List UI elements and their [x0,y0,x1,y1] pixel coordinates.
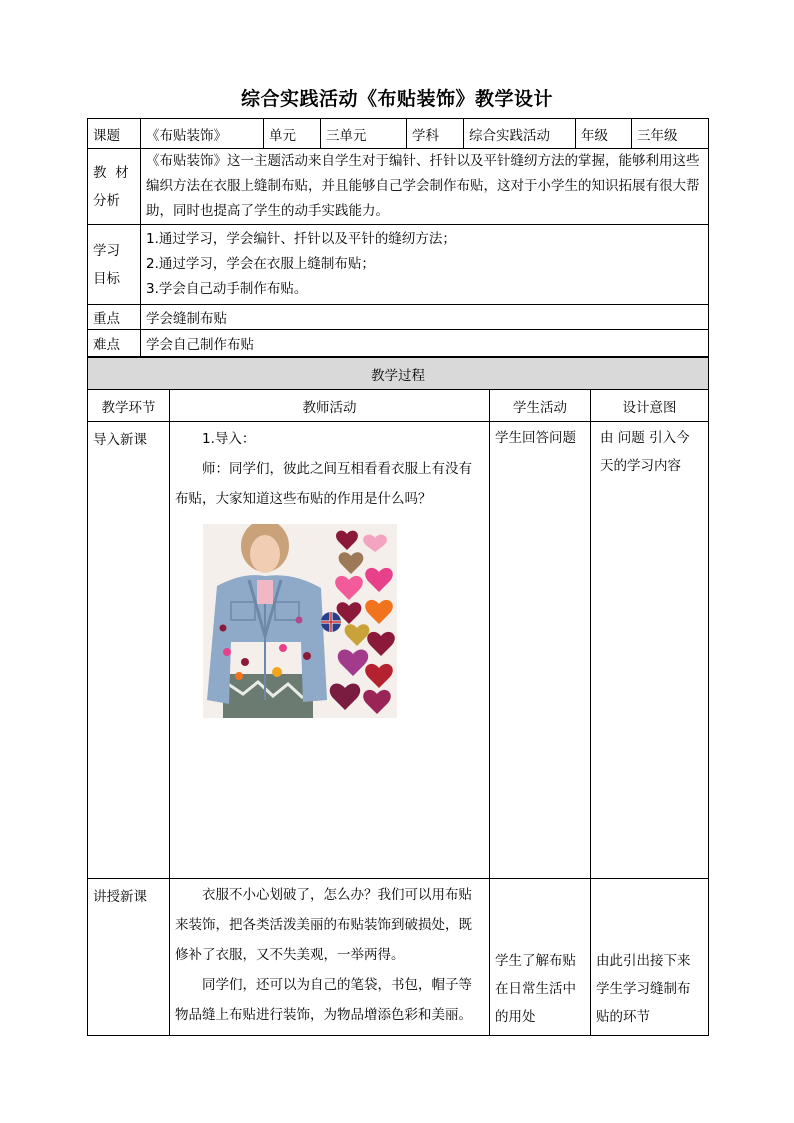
col-teacher-header: 教师活动 [170,390,490,422]
analysis-label-line1: 教 材 [93,164,129,181]
teacher-paragraph: 1.导入： [202,431,256,447]
teacher-activity-intro [170,422,490,879]
goal-item: 2.通过学习，学会在衣服上缝制布贴； [146,256,375,272]
student-activity-intro: 学生回答问题 [490,422,591,879]
unit-label: 单元 [264,119,321,149]
goal-item: 1.通过学习，学会编针、扦针以及平针的缝纫方法； [146,231,456,247]
design-intent-intro: 由 问题 引入今天的学习内容 [591,422,709,879]
difficult-label: 难点 [88,330,141,357]
process-header: 教学过程 [88,358,709,390]
col-student-header: 学生活动 [490,390,591,422]
topic-label: 课题 [88,119,141,149]
analysis-label [88,149,141,225]
design-intent-new-lesson: 由此引出接下来学生学习缝制布贴的环节 [591,879,709,1036]
info-table [87,118,709,357]
topic-value: 《布贴装饰》 [141,119,264,149]
goals-label-line1: 学习 [93,242,120,259]
goals-label-line2: 目标 [93,270,120,287]
jacket-patches-photo [203,524,397,718]
unit-value: 三单元 [321,119,407,149]
denim-jacket-illustration [203,524,397,718]
goals-label [88,225,141,305]
teacher-activity-new-lesson [170,879,490,1036]
difficult-value: 学会自己制作布贴 [141,330,709,357]
key-value: 学会缝制布贴 [141,305,709,330]
teacher-paragraph: 衣服不小心划破了，怎么办？我们可以用布贴来装饰，把各类活泼美丽的布贴装饰到破损处，既修补了衣服，又不失美观，一举两得。 [175,887,472,963]
subject-value: 综合实践活动 [464,119,576,149]
analysis-text: 《布贴装饰》这一主题活动来自学生对于编针、扦针以及平针缝纫方法的掌握，能够利用这些编织方法在衣服上缝制布贴，并且能够自己学会制作布贴，这对于小学生的知识拓展有很大帮助，同时也提高了学生的动手实践能力。 [141,149,709,225]
teacher-paragraph: 同学们，还可以为自己的笔袋，书包，帽子等物品缝上布贴进行装饰，为物品增添色彩和美丽。 [175,977,472,1023]
stage-new-lesson: 讲授新课 [88,879,170,1036]
analysis-label-line2: 分析 [93,192,120,209]
student-activity-new-lesson: 学生了解布贴在日常生活中的用处 [490,879,591,1036]
key-label: 重点 [88,305,141,330]
col-intent-header: 设计意图 [591,390,709,422]
grade-value: 三年级 [632,119,709,149]
col-stage-header: 教学环节 [88,390,170,422]
document-title: 综合实践活动《布贴装饰》教学设计 [240,88,553,110]
process-table [87,357,709,1036]
stage-intro: 导入新课 [88,422,170,879]
grade-label: 年级 [576,119,632,149]
teacher-paragraph: 师：同学们，彼此之间互相看看衣服上有没有布贴，大家知道这些布贴的作用是什么吗？ [175,461,472,507]
goal-item: 3.学会自己动手制作布贴。 [146,281,308,297]
goals-list [141,225,709,305]
subject-label: 学科 [407,119,464,149]
